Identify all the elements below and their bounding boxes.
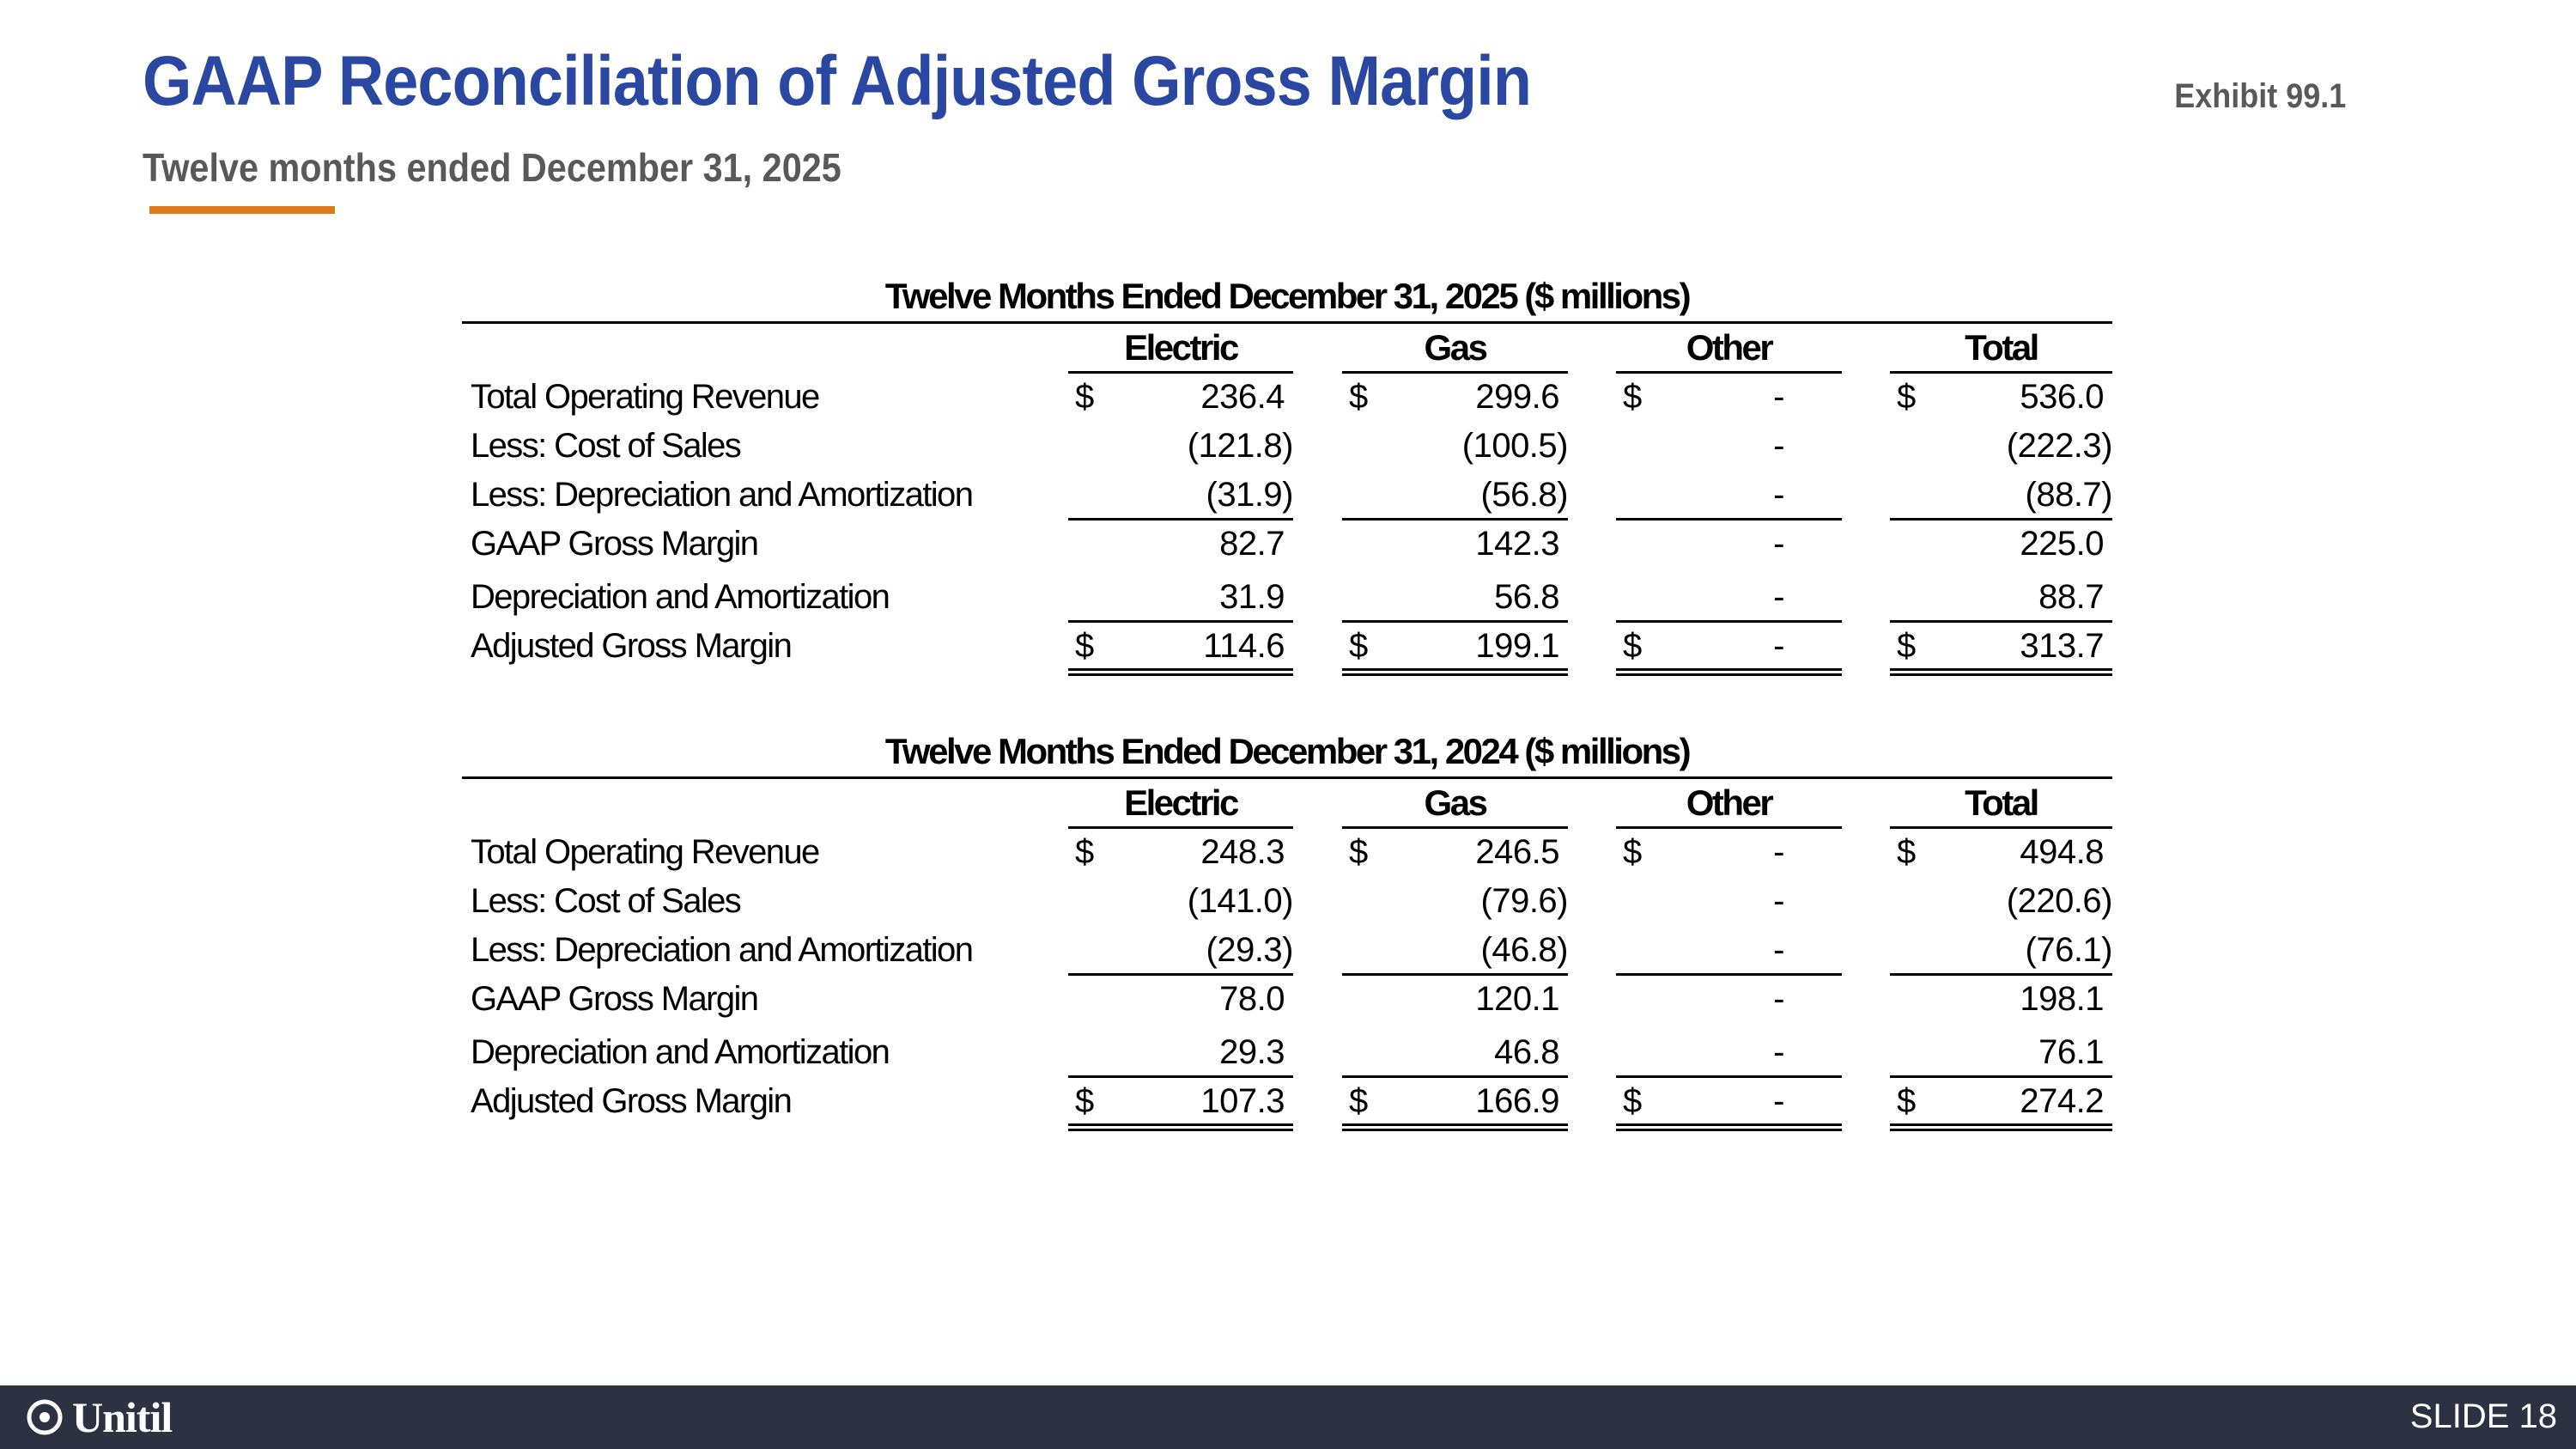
subtotal-rule (1616, 518, 1842, 521)
total-double-rule (1342, 1123, 1568, 1126)
cell-value: (56.8) (1480, 476, 1568, 514)
row-label: GAAP Gross Margin (471, 980, 758, 1018)
table-row (462, 422, 2112, 471)
subtotal-rule (1616, 620, 1842, 623)
subtotal-rule (1890, 518, 2112, 521)
column-header: Gas (1424, 782, 1486, 823)
currency-symbol: $ (1623, 833, 1643, 871)
cell-value: - (1773, 578, 1784, 616)
cell-value: 107.3 (1200, 1082, 1285, 1120)
cell-value: - (1773, 833, 1784, 871)
cell-value: 114.6 (1203, 627, 1285, 665)
row-label: Less: Depreciation and Amortization (471, 931, 973, 969)
cell-value: 78.0 (1219, 980, 1285, 1018)
total-double-rule (1890, 668, 2112, 671)
cell-value: (220.6) (2006, 882, 2112, 920)
cell-value: - (1773, 931, 1784, 969)
table-row (462, 471, 2112, 520)
cell-value: - (1773, 980, 1784, 1018)
currency-symbol: $ (1349, 378, 1369, 416)
title-rule (462, 776, 2112, 779)
subtotal-rule (1068, 973, 1293, 976)
cell-value: (222.3) (2006, 427, 2112, 465)
row-label: Total Operating Revenue (471, 833, 819, 871)
column-header: Gas (1424, 327, 1486, 368)
table-row (462, 975, 2112, 1024)
subtotal-rule (1890, 1075, 2112, 1078)
total-double-rule (1342, 673, 1568, 676)
currency-symbol: $ (1897, 627, 1917, 665)
slide-number: SLIDE 18 (2409, 1397, 2557, 1435)
cell-value: 76.1 (2038, 1033, 2104, 1071)
subtotal-rule (1342, 973, 1568, 976)
accent-bar (149, 206, 335, 214)
currency-symbol: $ (1897, 378, 1917, 416)
cell-value: 536.0 (2020, 378, 2104, 416)
cell-value: - (1773, 427, 1784, 465)
exhibit-label: Exhibit 99.1 (2173, 77, 2346, 115)
subtotal-rule (1616, 973, 1842, 976)
unitil-swirl-icon (24, 1397, 65, 1438)
table-row (462, 1077, 2112, 1126)
total-double-rule (1342, 668, 1568, 671)
subtotal-rule (1068, 620, 1293, 623)
cell-value: 199.1 (1475, 627, 1559, 665)
cell-value: 46.8 (1494, 1033, 1559, 1071)
table-row (462, 828, 2112, 877)
cell-value: - (1773, 1033, 1784, 1071)
page-subtitle: Twelve months ended December 31, 2025 (143, 145, 841, 190)
cell-value: 31.9 (1219, 578, 1285, 616)
row-label: Less: Cost of Sales (471, 427, 741, 465)
cell-value: 236.4 (1200, 378, 1285, 416)
cell-value: (46.8) (1480, 931, 1568, 969)
currency-symbol: $ (1623, 1082, 1643, 1120)
page-title: GAAP Reconciliation of Adjusted Gross Margin (143, 42, 1532, 120)
cell-value: 299.6 (1475, 378, 1559, 416)
company-logo (24, 1394, 172, 1440)
cell-value: 56.8 (1494, 578, 1559, 616)
total-double-rule (1616, 1129, 1842, 1131)
currency-symbol: $ (1897, 833, 1917, 871)
cell-value: (141.0) (1187, 882, 1293, 920)
currency-symbol: $ (1623, 627, 1643, 665)
cell-value: - (1773, 882, 1784, 920)
cell-value: (29.3) (1206, 931, 1293, 969)
cell-value: (88.7) (2025, 476, 2112, 514)
column-header: Other (1686, 782, 1772, 823)
cell-value: 29.3 (1219, 1033, 1285, 1071)
column-header: Electric (1124, 782, 1237, 823)
table-row (462, 877, 2112, 926)
table-row (462, 1028, 2112, 1077)
cell-value: (79.6) (1480, 882, 1568, 920)
table-row (462, 622, 2112, 671)
column-header: Total (1965, 782, 2038, 823)
cell-value: - (1773, 627, 1784, 665)
total-double-rule (1068, 673, 1293, 676)
currency-symbol: $ (1349, 833, 1369, 871)
subtotal-rule (1342, 620, 1568, 623)
table-title: Twelve Months Ended December 31, 2025 ($ millions) (884, 276, 1690, 316)
cell-value: - (1773, 1082, 1784, 1120)
total-double-rule (1890, 673, 2112, 676)
subtotal-rule (1616, 1075, 1842, 1078)
total-double-rule (1068, 668, 1293, 671)
table-row (462, 373, 2112, 422)
row-label: Adjusted Gross Margin (471, 1082, 792, 1120)
currency-symbol: $ (1623, 378, 1643, 416)
subtotal-rule (1068, 1075, 1293, 1078)
row-label: Depreciation and Amortization (471, 1033, 890, 1071)
cell-value: (100.5) (1461, 427, 1568, 465)
cell-value: 313.7 (2020, 627, 2104, 665)
cell-value: 198.1 (2020, 980, 2104, 1018)
cell-value: - (1773, 476, 1784, 514)
row-label: Total Operating Revenue (471, 378, 819, 416)
table-title: Twelve Months Ended December 31, 2024 ($ millions) (884, 731, 1690, 771)
total-double-rule (1068, 1129, 1293, 1131)
subtotal-rule (1068, 518, 1293, 521)
currency-symbol: $ (1075, 833, 1095, 871)
cell-value: (76.1) (2025, 931, 2112, 969)
cell-value: 494.8 (2020, 833, 2104, 871)
cell-value: 82.7 (1219, 525, 1285, 563)
footer-bar (0, 1385, 2576, 1449)
row-label: Depreciation and Amortization (471, 578, 890, 616)
cell-value: - (1773, 378, 1784, 416)
cell-value: 142.3 (1475, 525, 1559, 563)
cell-value: 225.0 (2020, 525, 2104, 563)
total-double-rule (1890, 1129, 2112, 1131)
table-row (462, 573, 2112, 622)
total-double-rule (1616, 673, 1842, 676)
cell-value: - (1773, 525, 1784, 563)
subtotal-rule (1890, 973, 2112, 976)
currency-symbol: $ (1075, 1082, 1095, 1120)
cell-value: (121.8) (1187, 427, 1293, 465)
subtotal-rule (1342, 518, 1568, 521)
column-header: Total (1965, 327, 2038, 368)
row-label: GAAP Gross Margin (471, 525, 758, 563)
total-double-rule (1342, 1129, 1568, 1131)
table-row (462, 926, 2112, 975)
total-double-rule (1616, 1123, 1842, 1126)
total-double-rule (1616, 668, 1842, 671)
column-header: Other (1686, 327, 1772, 368)
row-label: Less: Depreciation and Amortization (471, 476, 973, 514)
cell-value: 248.3 (1200, 833, 1285, 871)
column-header: Electric (1124, 327, 1237, 368)
row-label: Less: Cost of Sales (471, 882, 741, 920)
currency-symbol: $ (1075, 378, 1095, 416)
cell-value: 274.2 (2020, 1082, 2104, 1120)
currency-symbol: $ (1349, 1082, 1369, 1120)
total-double-rule (1890, 1123, 2112, 1126)
subtotal-rule (1890, 620, 2112, 623)
total-double-rule (1068, 1123, 1293, 1126)
cell-value: 166.9 (1475, 1082, 1559, 1120)
cell-value: (31.9) (1206, 476, 1293, 514)
title-rule (462, 321, 2112, 324)
currency-symbol: $ (1075, 627, 1095, 665)
row-label: Adjusted Gross Margin (471, 627, 792, 665)
subtotal-rule (1342, 1075, 1568, 1078)
table-row (462, 520, 2112, 569)
cell-value: 88.7 (2038, 578, 2104, 616)
currency-symbol: $ (1897, 1082, 1917, 1120)
logo-text: Unitil (72, 1393, 173, 1441)
cell-value: 120.1 (1475, 980, 1559, 1018)
currency-symbol: $ (1349, 627, 1369, 665)
cell-value: 246.5 (1475, 833, 1559, 871)
